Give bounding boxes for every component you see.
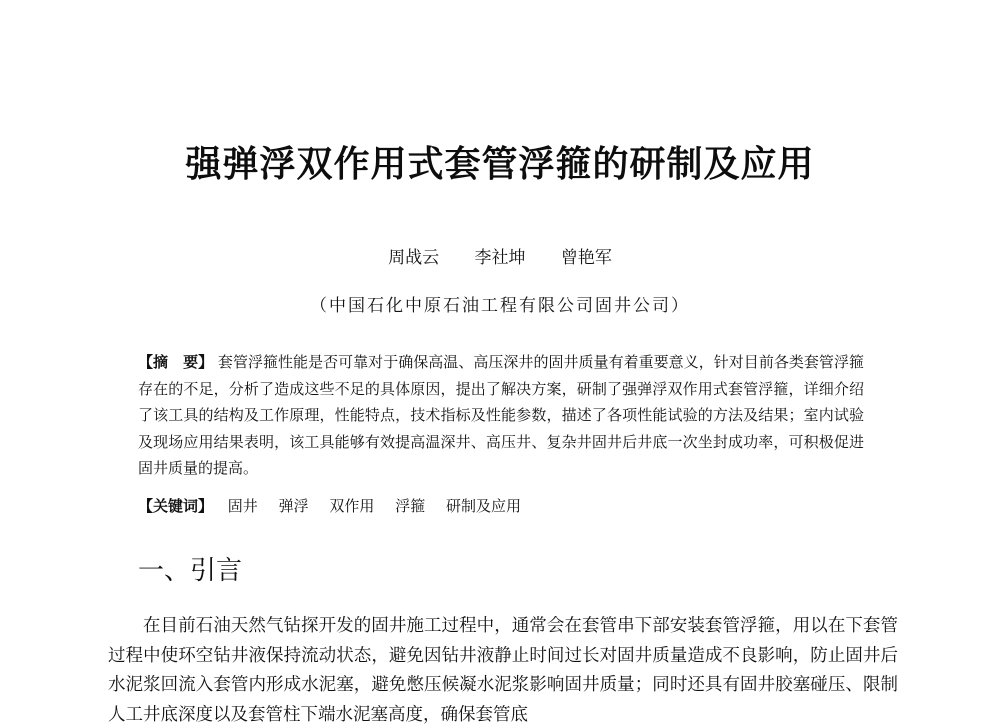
author-affiliation: （中国石化中原石油工程有限公司固井公司） [310, 296, 690, 316]
keyword: 浮箍 [395, 497, 426, 515]
author-name: 李社坤 [474, 248, 526, 268]
paper-title: 强弹浮双作用式套管浮箍的研制及应用 [185, 143, 815, 185]
keywords-label: 【关键词】 [138, 497, 214, 515]
keywords [138, 493, 537, 519]
keyword: 固井 [227, 497, 258, 515]
keyword: 弹浮 [278, 497, 309, 515]
author-list [0, 243, 1000, 268]
keyword: 双作用 [329, 497, 375, 515]
section-heading: 一、引言 [138, 556, 243, 586]
keyword: 研制及应用 [445, 497, 521, 515]
abstract-text: 套管浮箍性能是否可靠对于确保高温、高压深井的固井质量有着重要意义，针对目前各类套管浮箍存在的不足，分析了造成这些不足的具体原因，提出了解决方案，研制了强弹浮双作用式套管浮箍，详细介绍了该工具的结构及工作原理，性能特点，技术指标及性能参数，描述了各项性能试验的方法及结果；室内试验及现场应用结果表明，该工具能够有效提高温深井、高压井、复杂井固井后井底一次坐封成功率，可积极促进固井质量的提高。 [138, 353, 864, 478]
abstract-label: 【摘 要】 [138, 353, 214, 371]
body-paragraph: 在目前石油天然气钻探开发的固井施工过程中，通常会在套管串下部安装套管浮箍，用以在下套管过程中使环空钻井液保持流动状态，避免因钻井液静止时间过长对固井质量造成不良影响，防止固井后水泥浆回流入套管内形成水泥塞，避免憋压候凝水泥浆影响固井质量；同时还具有固井胶塞碰压、限制人工井底深度以及套管柱下端水泥塞高度，确保套管底 [108, 616, 898, 724]
author-name: 曾艳军 [560, 248, 612, 268]
abstract [138, 349, 864, 482]
author-name: 周战云 [388, 248, 440, 268]
